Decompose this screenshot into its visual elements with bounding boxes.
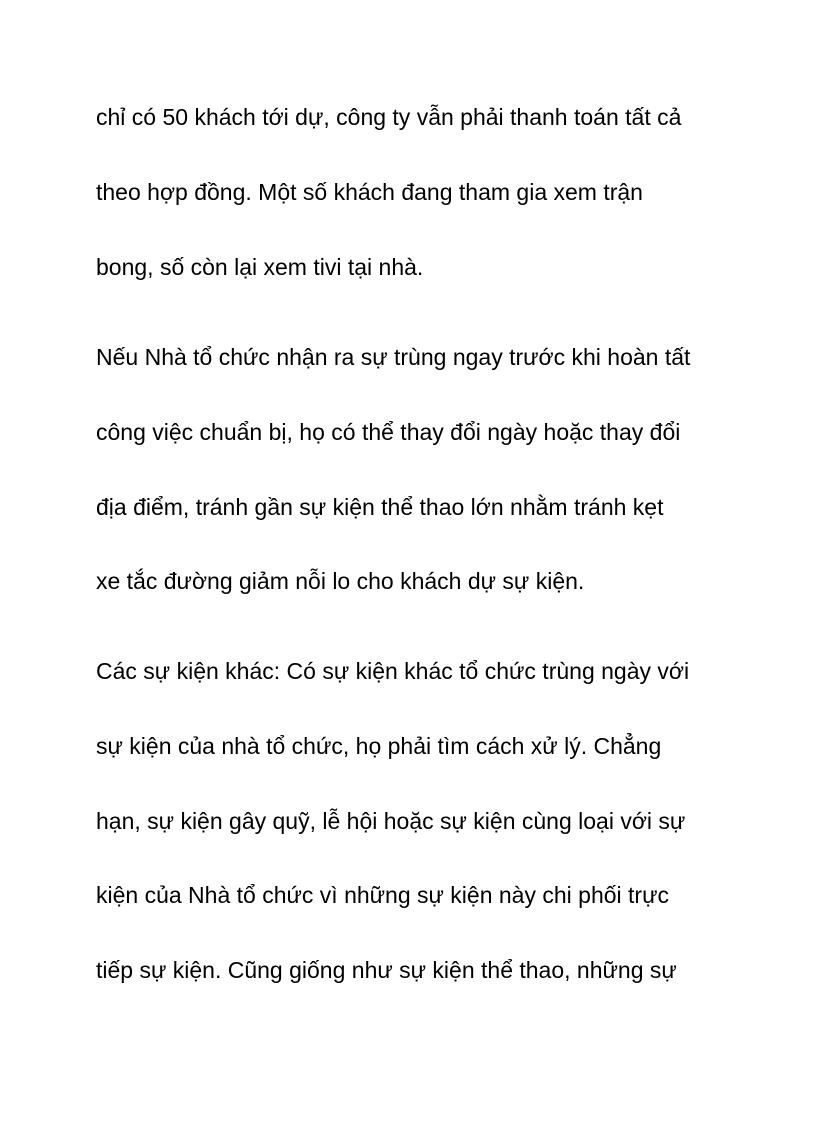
text-line: Các sự kiện khác: Có sự kiện khác tổ chức trùng ngày với <box>96 658 690 684</box>
text-line: công việc chuẩn bị, họ có thể thay đổi ngày hoặc thay đổi <box>96 419 681 445</box>
text-line: theo hợp đồng. Một số khách đang tham gia xem trận <box>96 179 643 205</box>
text-line: Nếu Nhà tổ chức nhận ra sự trùng ngay trước khi hoàn tất <box>96 344 691 370</box>
text-line: kiện của Nhà tổ chức vì những sự kiện này chi phối trực <box>96 882 669 908</box>
text-line: xe tắc đường giảm nỗi lo cho khách dự sự kiện. <box>96 568 585 594</box>
text-line: bong, số còn lại xem tivi tại nhà. <box>96 254 424 280</box>
text-line: tiếp sự kiện. Cũng giống như sự kiện thể thao, những sự <box>96 957 677 983</box>
text-line: hạn, sự kiện gây quỹ, lễ hội hoặc sự kiện cùng loại với sự <box>96 808 686 834</box>
text-line: chỉ có 50 khách tới dự, công ty vẫn phải thanh toán tất cả <box>96 104 682 130</box>
text-line: địa điểm, tránh gần sự kiện thể thao lớn nhằm tránh kẹt <box>96 494 664 520</box>
text-line: sự kiện của nhà tổ chức, họ phải tìm cách xử lý. Chẳng <box>96 733 662 759</box>
